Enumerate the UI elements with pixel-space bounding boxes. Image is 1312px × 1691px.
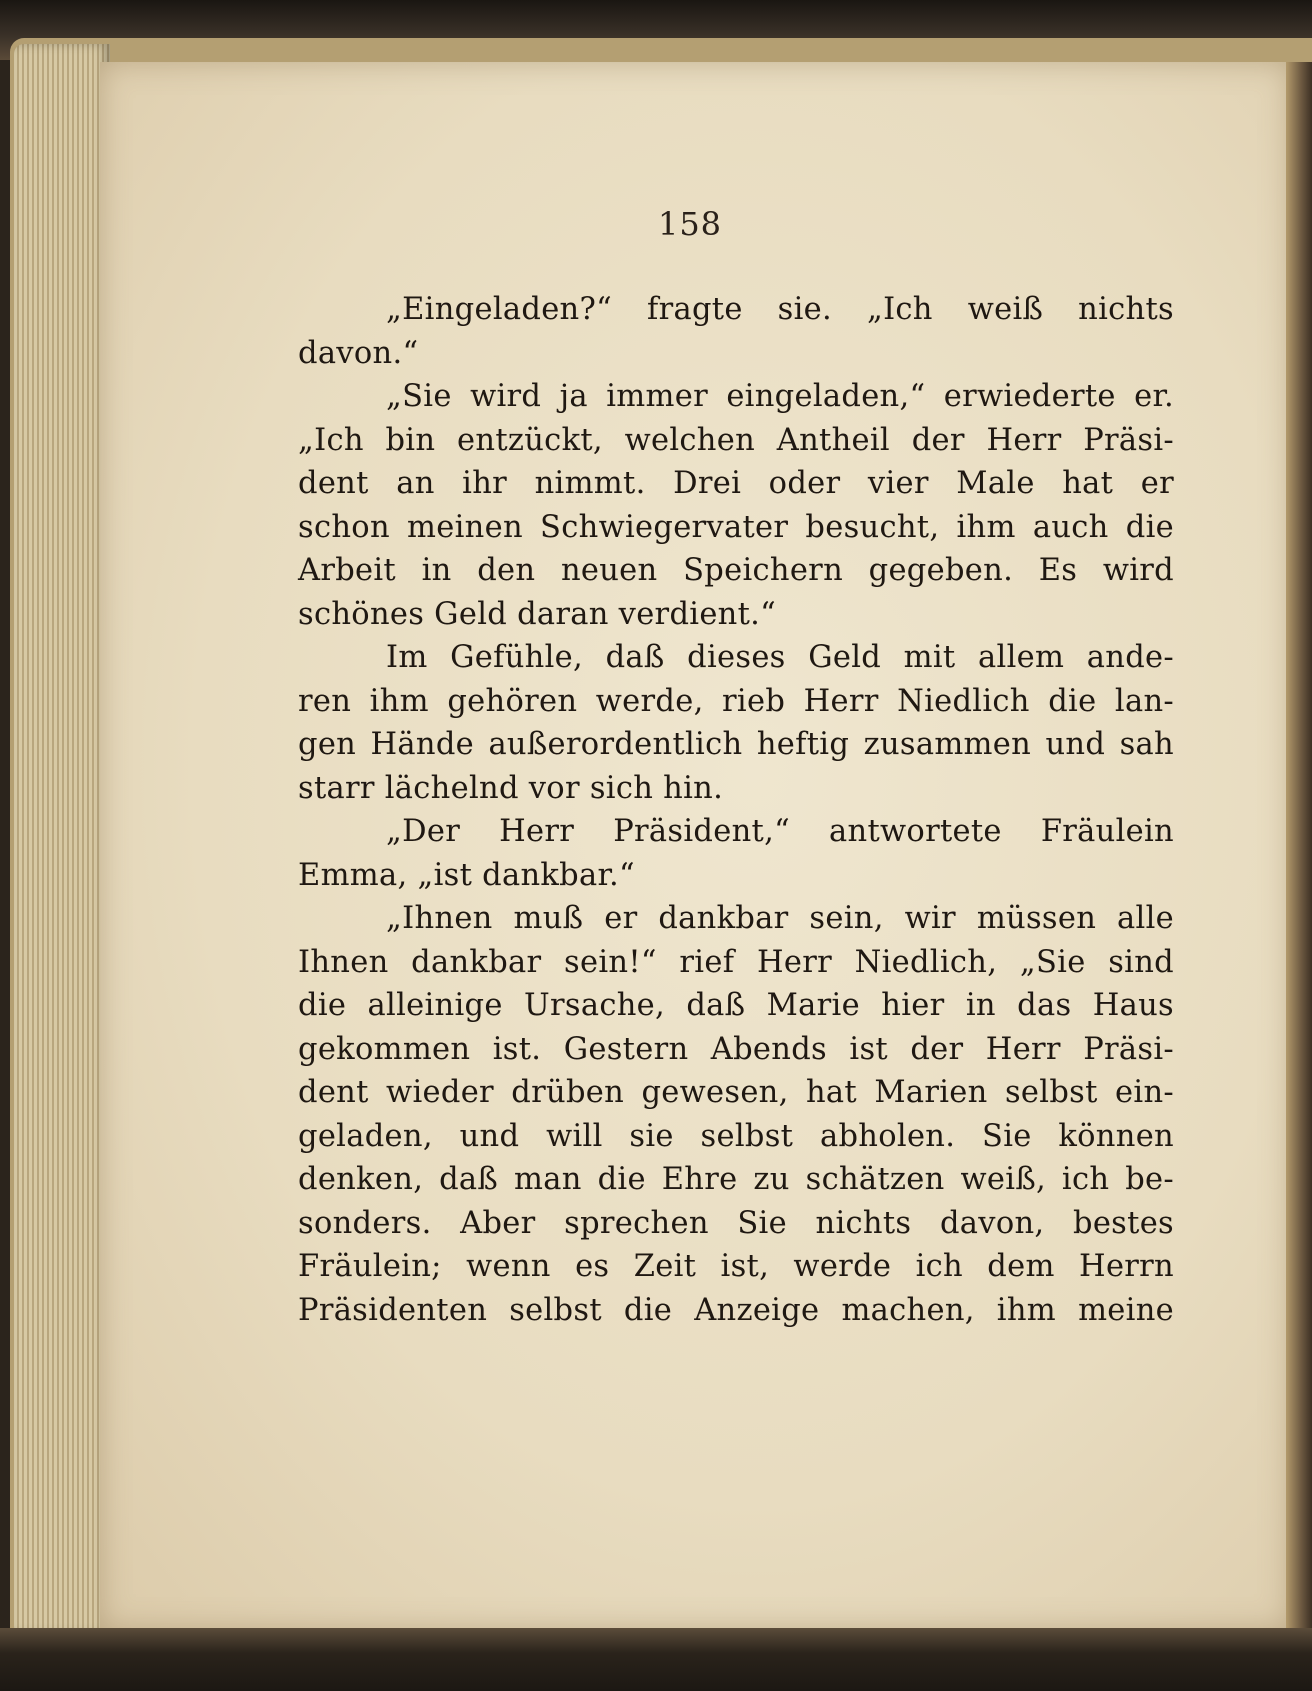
text-line: „Sie wird ja immer eingeladen,“ erwiederte er. [386, 379, 1174, 414]
text-line: „Der Herr Präsident,“ antwortete Fräulein [386, 814, 1174, 849]
body-text [298, 288, 1174, 1332]
text-line: ren ihm gehören werde, rieb Herr Niedlich die lan- [298, 683, 1174, 719]
text-line: Arbeit in den neuen Speichern gegeben. Es wird [298, 553, 1174, 588]
text-line: „Ich bin entzückt, welchen Antheil der Herr Präsi- [298, 422, 1174, 458]
text-line: dent an ihr nimmt. Drei oder vier Male hat er [298, 466, 1174, 501]
text-line: starr lächelnd vor sich hin. [298, 770, 724, 806]
page-number: 158 [657, 205, 723, 243]
text-line: denken, daß man die Ehre zu schätzen weiß, ich be- [298, 1162, 1174, 1197]
text-line: schönes Geld daran verdient.“ [298, 596, 777, 632]
text-line: „Eingeladen?“ fragte sie. „Ich weiß nichts [386, 292, 1174, 327]
text-line: davon.“ [298, 335, 419, 371]
text-line: gen Hände außerordentlich heftig zusammen und sah [298, 727, 1174, 762]
text-line: Präsidenten selbst die Anzeige machen, ihm meine [298, 1292, 1174, 1328]
book-gutter [1286, 62, 1312, 1630]
text-line: sonders. Aber sprechen Sie nichts davon, bestes [298, 1205, 1174, 1241]
text-line: Emma, „ist dankbar.“ [298, 857, 635, 893]
text-line: schon meinen Schwiegervater besucht, ihm auch die [298, 509, 1174, 545]
text-line: gekommen ist. Gestern Abends ist der Herr Präsi- [298, 1031, 1174, 1067]
page-stack-edge [14, 44, 110, 1634]
book-bottom-edge [0, 1628, 1312, 1691]
text-line: Fräulein; wenn es Zeit ist, werde ich dem Herrn [298, 1249, 1174, 1284]
text-line: Im Gefühle, daß dieses Geld mit allem ande- [386, 640, 1174, 675]
text-line: Ihnen dankbar sein!“ rief Herr Niedlich, „Sie sind [298, 944, 1174, 980]
text-line: dent wieder drüben gewesen, hat Marien selbst ein- [298, 1075, 1174, 1110]
text-line: „Ihnen muß er dankbar sein, wir müssen alle [386, 901, 1174, 936]
text-line: geladen, und will sie selbst abholen. Sie können [298, 1118, 1174, 1154]
text-line: die alleinige Ursache, daß Marie hier in das Haus [298, 988, 1174, 1023]
